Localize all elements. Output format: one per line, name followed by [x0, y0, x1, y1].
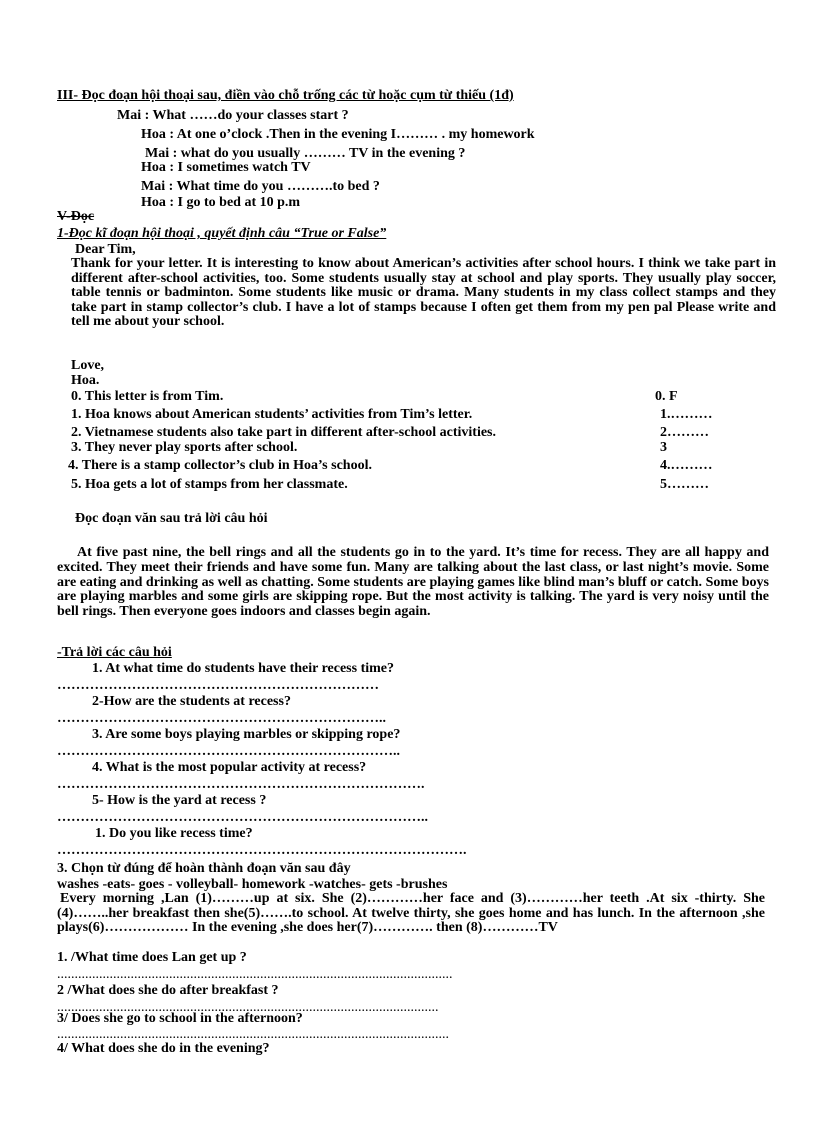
- answer-line[interactable]: …………………………………………………………………….: [57, 777, 425, 792]
- dialogue-line: Hoa : At one o’clock .Then in the evening I……… . my homework: [141, 127, 535, 142]
- letter-signature: Hoa.: [71, 373, 100, 388]
- tf-answer: 0. F: [655, 389, 678, 404]
- tf-answer: 5………: [660, 477, 709, 492]
- tf-answer: 1.………: [660, 407, 713, 422]
- letter-closing: Love,: [71, 358, 105, 373]
- tf-statement: 1. Hoa knows about American students’ activities from Tim’s letter.: [71, 407, 473, 422]
- answer-heading: -Trả lời các câu hỏi: [57, 645, 172, 660]
- question: 1. At what time do students have their recess time?: [92, 661, 395, 676]
- dialogue-line: Hoa : I go to bed at 10 p.m: [141, 195, 301, 210]
- letter-greeting: Dear Tim,: [75, 242, 136, 257]
- tf-statement: 5. Hoa gets a lot of stamps from her classmate.: [71, 477, 348, 492]
- question: 3. Are some boys playing marbles or skipping rope?: [92, 727, 401, 742]
- question: 4/ What does she do in the evening?: [57, 1041, 270, 1056]
- tf-statement: 4. There is a stamp collector’s club in Hoa’s school.: [68, 458, 372, 473]
- answer-line[interactable]: …………………………………………………………………………….: [57, 843, 467, 858]
- tf-answer: 3: [660, 440, 667, 455]
- tf-statement: 0. This letter is from Tim.: [71, 389, 224, 404]
- reading-heading: Đọc đoạn văn sau trả lời câu hỏi: [75, 511, 268, 526]
- task-1-heading: 1-Đọc kĩ đoạn hội thoại , quyết định câu “True or False”: [57, 226, 387, 241]
- question: 3/ Does she go to school in the afternoon?: [57, 1011, 303, 1026]
- dialogue-line: Hoa : I sometimes watch TV: [141, 160, 311, 175]
- question: 2 /What does she do after breakfast ?: [57, 983, 279, 998]
- question: 1. /What time does Lan get up ?: [57, 950, 247, 965]
- reading-passage: At five past nine, the bell rings and all the students go in to the yard. It’s time for recess. They are all happy and excited. They meet their friends and have some fun. Many are talking about the last class, or last night’s movie. Some are eating and drinking as well as chatting. Some students are playing games like blind man’s bluff or catch. Some boys are playing marbles and some girls are skipping rope. But the most activity is talking. The yard is very noisy until the bell rings. Then everyone goes indoors and classes begin again.: [57, 545, 769, 620]
- fill-in-heading: 3. Chọn từ đúng để hoàn thành đoạn văn sau đây: [57, 861, 351, 876]
- answer-line[interactable]: ………………………………………………………………..: [57, 744, 400, 759]
- section-3-heading: III- Đọc đoạn hội thoại sau, điền vào chỗ trống các từ hoặc cụm từ thiếu (1đ): [57, 88, 514, 103]
- letter-body: Thank for your letter. It is interesting to know about American’s activities after school hours. I think we take part in different after-school activities, too. Some students usually stay at school and play sports. They usually play soccer, table tennis or badminton. Some students like music or drama. Many students in my class collect stamps and they take part in stamp collector’s club. I have a lot of stamps because I often get them from my pen pal Please write and tell me about your school.: [71, 256, 776, 329]
- tf-statement: 2. Vietnamese students also take part in different after-school activities.: [71, 425, 496, 440]
- dialogue-line: Mai : What ……do your classes start ?: [117, 108, 349, 123]
- question: 4. What is the most popular activity at recess?: [92, 760, 367, 775]
- tf-answer: 4.………: [660, 458, 713, 473]
- answer-line[interactable]: ................................................................................................................: [57, 1027, 449, 1042]
- section-5-heading: V-Đọc: [57, 209, 95, 224]
- dialogue-line: Mai : what do you usually ……… TV in the evening ?: [145, 146, 466, 161]
- answer-line[interactable]: ……………………………………………………………………..: [57, 810, 428, 825]
- answer-line[interactable]: .............................................................................................................: [57, 1000, 439, 1015]
- question: 5- How is the yard at recess ?: [92, 793, 267, 808]
- fill-in-paragraph: Every morning ,Lan (1)………up at six. She (2)…………her face and (3)…………her teeth .At six -thirty. She (4)……..her breakfast then she(5)…….to school. At twelve thirty, she goes home and has lunch. In the afternoon ,she plays(6)……………… In the evening ,she does her(7)…………. then (8)…………TV: [57, 891, 765, 936]
- answer-line[interactable]: .................................................................................................................: [57, 967, 453, 982]
- answer-line[interactable]: ……………………………………………………………: [57, 678, 379, 693]
- dialogue-line: Mai : What time do you ……….to bed ?: [141, 179, 380, 194]
- answer-line[interactable]: ……………………………………………………………..: [57, 711, 386, 726]
- word-bank: washes -eats- goes - volleyball- homework -watches- gets -brushes: [57, 877, 448, 892]
- question: 2-How are the students at recess?: [92, 694, 291, 709]
- question: 1. Do you like recess time?: [95, 826, 253, 841]
- tf-statement: 3. They never play sports after school.: [71, 440, 298, 455]
- tf-answer: 2………: [660, 425, 709, 440]
